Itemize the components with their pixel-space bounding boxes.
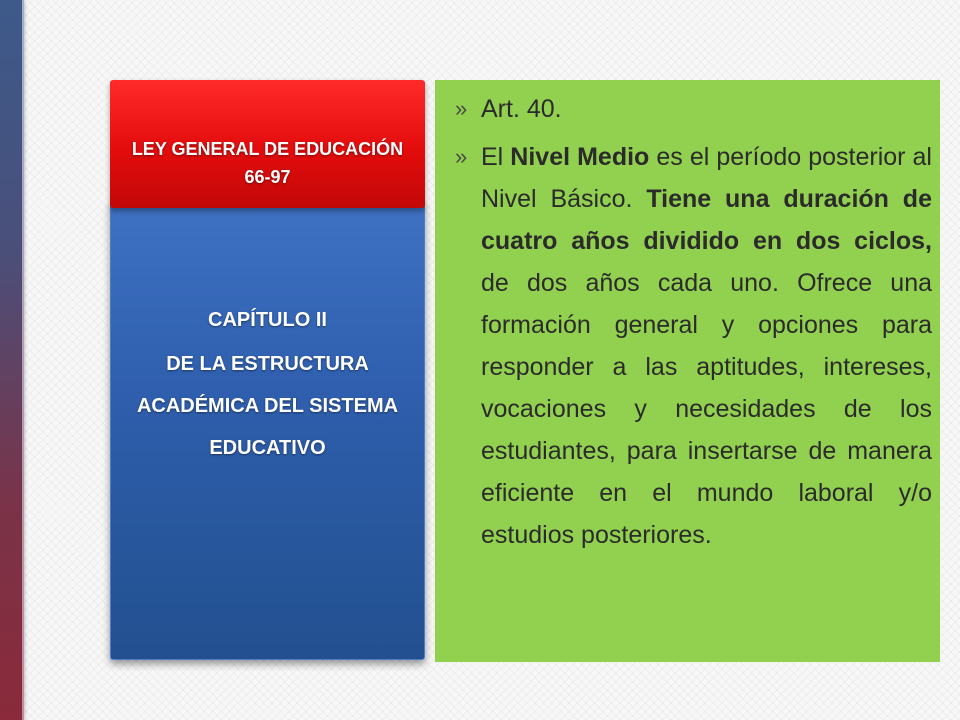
article-body bbox=[481, 136, 932, 556]
chapter-label: CAPÍTULO II bbox=[208, 309, 327, 331]
law-title: LEY GENERAL DE EDUCACIÓN 66-97 bbox=[131, 139, 404, 187]
body-part-nivel-medio: Nivel Medio bbox=[510, 143, 650, 171]
law-title-box bbox=[110, 80, 425, 208]
body-part-duracion: Tiene una duración de cuatro años dividido en dos ciclos, bbox=[481, 185, 932, 255]
left-strip-edge bbox=[22, 0, 24, 720]
body-part-intro: El bbox=[481, 143, 511, 171]
body-part-rest: de dos años cada uno. Ofrece una formación general y opciones para responder a las aptitudes, intereses, vocaciones y necesidades de los estudiantes, para insertarse de manera eficiente en el mundo laboral y/o estudios posteriores. bbox=[481, 269, 932, 549]
article-panel bbox=[435, 80, 940, 662]
article-number: Art. 40. bbox=[481, 95, 562, 123]
body-part-periodo: es el período posterior al Nivel Básico. bbox=[481, 143, 932, 213]
left-decorative-strip bbox=[0, 0, 22, 720]
bullet-article bbox=[455, 88, 932, 130]
bullet-marker: » bbox=[455, 144, 468, 169]
chapter-box bbox=[110, 202, 425, 660]
bullet-body bbox=[455, 136, 932, 556]
chapter-title: DE LA ESTRUCTURA ACADÉMICA DEL SISTEMA EDUCATIVO bbox=[136, 353, 399, 459]
bullet-marker: » bbox=[455, 96, 468, 121]
